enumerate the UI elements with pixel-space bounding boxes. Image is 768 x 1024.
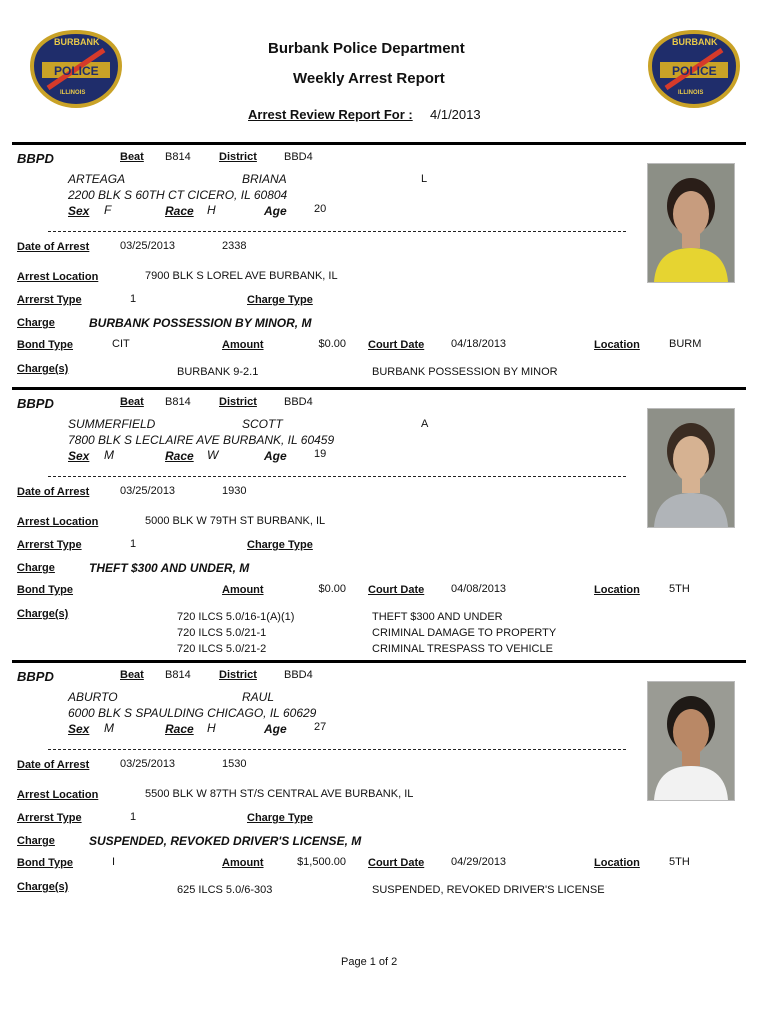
record-divider xyxy=(12,142,746,145)
badge-right-text-mid: POLICE xyxy=(672,64,717,78)
race-value: H xyxy=(207,203,216,217)
sex-value: M xyxy=(104,721,114,735)
date-of-arrest-label: Date of Arrest xyxy=(17,241,90,253)
arrest-location-label: Arrest Location xyxy=(17,789,99,801)
date-of-arrest-label: Date of Arrest xyxy=(17,486,90,498)
charge-description: BURBANK POSSESSION BY MINOR xyxy=(372,366,558,378)
arrest-location-label: Arrest Location xyxy=(17,516,99,528)
arrest-type: 1 xyxy=(130,538,137,550)
beat-label: Beat xyxy=(120,396,144,408)
address: 6000 BLK S SPAULDING CHICAGO, IL 60629 xyxy=(68,706,317,720)
date-of-arrest-label: Date of Arrest xyxy=(17,759,90,771)
first-name: RAUL xyxy=(242,690,275,704)
charge-description: SUSPENDED, REVOKED DRIVER'S LICENSE xyxy=(372,884,605,896)
page-number: Page 1 of 2 xyxy=(341,956,398,968)
bond-amount: $0.00 xyxy=(318,583,346,595)
court-date-label: Court Date xyxy=(368,857,425,869)
charge-title: SUSPENDED, REVOKED DRIVER'S LICENSE, M xyxy=(89,834,362,848)
arrest-type: 1 xyxy=(130,293,137,305)
arrest-date: 03/25/2013 xyxy=(120,240,176,252)
badge-left-text-mid: POLICE xyxy=(54,64,99,78)
age-label: Age xyxy=(264,204,287,218)
charge-type-label: Charge Type xyxy=(247,294,313,306)
court-date: 04/29/2013 xyxy=(451,856,507,868)
charge-label: Charge xyxy=(17,562,55,574)
record-divider xyxy=(12,660,746,663)
sex-label: Sex xyxy=(68,204,90,218)
last-name: ARTEAGA xyxy=(68,172,126,186)
last-name: ABURTO xyxy=(68,690,118,704)
badge-left-logo xyxy=(30,30,122,108)
charge-label: Charge xyxy=(17,835,55,847)
badge-right-logo xyxy=(648,30,740,108)
district-label: District xyxy=(219,151,257,163)
badge-left-text-bot: ILLINOIS xyxy=(60,90,86,96)
badge-left-text-top: BURBANK xyxy=(54,37,100,47)
arrest-time: 1530 xyxy=(222,758,247,770)
location-label: Location xyxy=(594,339,640,351)
beat-label: Beat xyxy=(120,669,144,681)
sex-label: Sex xyxy=(68,449,90,463)
arrest-location: 5000 BLK W 79TH ST BURBANK, IL xyxy=(145,515,326,527)
review-date: 4/1/2013 xyxy=(430,107,481,122)
charge-title: THEFT $300 AND UNDER, M xyxy=(89,561,250,575)
report-subtitle: Weekly Arrest Report xyxy=(293,70,445,87)
bond-type: I xyxy=(112,856,116,868)
age-label: Age xyxy=(264,722,287,736)
arrest-location: 7900 BLK S LOREL AVE BURBANK, IL xyxy=(145,270,338,282)
record-divider xyxy=(12,387,746,390)
sex-value: F xyxy=(104,203,112,217)
court-date: 04/08/2013 xyxy=(451,583,507,595)
bond-type-label: Bond Type xyxy=(17,584,74,596)
middle-initial: A xyxy=(421,418,429,430)
arrest-type-label: Arrerst Type xyxy=(17,539,82,551)
sex-label: Sex xyxy=(68,722,90,736)
agency-label: BBPD xyxy=(17,396,54,411)
charge-description: THEFT $300 AND UNDER xyxy=(372,611,503,623)
beat-value: B814 xyxy=(165,669,191,681)
court-date: 04/18/2013 xyxy=(451,338,507,350)
report-title: Burbank Police Department xyxy=(268,40,465,57)
court-location: 5TH xyxy=(669,856,690,868)
agency-label: BBPD xyxy=(17,669,54,684)
badge-right-text-top: BURBANK xyxy=(672,37,718,47)
bond-type-label: Bond Type xyxy=(17,339,74,351)
arrest-date: 03/25/2013 xyxy=(120,485,176,497)
middle-initial: L xyxy=(421,173,428,185)
amount-label: Amount xyxy=(222,857,264,869)
address: 2200 BLK S 60TH CT CICERO, IL 60804 xyxy=(68,188,288,202)
amount-label: Amount xyxy=(222,584,264,596)
address: 7800 BLK S LECLAIRE AVE BURBANK, IL 60459 xyxy=(68,433,335,447)
race-value: W xyxy=(207,448,219,462)
age-label: Age xyxy=(264,449,287,463)
beat-value: B814 xyxy=(165,396,191,408)
last-name: SUMMERFIELD xyxy=(68,417,156,431)
court-location: BURM xyxy=(669,338,702,350)
charge-label: Charge xyxy=(17,317,55,329)
charge-code: 720 ILCS 5.0/16-1(A)(1) xyxy=(177,611,295,623)
charge-title: BURBANK POSSESSION BY MINOR, M xyxy=(89,316,312,330)
bond-type: CIT xyxy=(112,338,130,350)
charge-code: 625 ILCS 5.0/6-303 xyxy=(177,884,273,896)
agency-label: BBPD xyxy=(17,151,54,166)
location-label: Location xyxy=(594,584,640,596)
district-label: District xyxy=(219,669,257,681)
arrest-type: 1 xyxy=(130,811,137,823)
separator-dashed xyxy=(48,231,626,232)
first-name: BRIANA xyxy=(242,172,287,186)
charges-label: Charge(s) xyxy=(17,608,69,620)
beat-value: B814 xyxy=(165,151,191,163)
arrest-type-label: Arrerst Type xyxy=(17,812,82,824)
separator-dashed xyxy=(48,749,626,750)
beat-label: Beat xyxy=(120,151,144,163)
sex-value: M xyxy=(104,448,114,462)
court-date-label: Court Date xyxy=(368,339,425,351)
district-value: BBD4 xyxy=(284,151,313,163)
arrest-time: 2338 xyxy=(222,240,247,252)
charge-code: 720 ILCS 5.0/21-1 xyxy=(177,627,267,639)
badge-right-text-bot: ILLINOIS xyxy=(678,90,704,96)
charge-type-label: Charge Type xyxy=(247,539,313,551)
charge-code: 720 ILCS 5.0/21-2 xyxy=(177,643,267,655)
bond-type-label: Bond Type xyxy=(17,857,74,869)
charge-code: BURBANK 9-2.1 xyxy=(177,366,259,378)
bond-amount: $0.00 xyxy=(318,338,346,350)
district-value: BBD4 xyxy=(284,396,313,408)
mugshot-photo xyxy=(647,163,735,283)
race-label: Race xyxy=(165,722,194,736)
age-value: 19 xyxy=(314,448,327,460)
bond-amount: $1,500.00 xyxy=(297,856,346,868)
arrest-location-label: Arrest Location xyxy=(17,271,99,283)
amount-label: Amount xyxy=(222,339,264,351)
mugshot-photo xyxy=(647,681,735,801)
separator-dashed xyxy=(48,476,626,477)
charges-label: Charge(s) xyxy=(17,881,69,893)
arrest-type-label: Arrerst Type xyxy=(17,294,82,306)
charge-type-label: Charge Type xyxy=(247,812,313,824)
age-value: 20 xyxy=(314,203,327,215)
race-label: Race xyxy=(165,204,194,218)
arrest-date: 03/25/2013 xyxy=(120,758,176,770)
mugshot-photo xyxy=(647,408,735,528)
court-date-label: Court Date xyxy=(368,584,425,596)
court-location: 5TH xyxy=(669,583,690,595)
review-label: Arrest Review Report For : xyxy=(248,107,413,122)
location-label: Location xyxy=(594,857,640,869)
age-value: 27 xyxy=(314,721,327,733)
arrest-time: 1930 xyxy=(222,485,247,497)
charge-description: CRIMINAL DAMAGE TO PROPERTY xyxy=(372,627,557,639)
district-value: BBD4 xyxy=(284,669,313,681)
race-label: Race xyxy=(165,449,194,463)
charge-description: CRIMINAL TRESPASS TO VEHICLE xyxy=(372,643,553,655)
charges-label: Charge(s) xyxy=(17,363,69,375)
race-value: H xyxy=(207,721,216,735)
first-name: SCOTT xyxy=(242,417,283,431)
arrest-location: 5500 BLK W 87TH ST/S CENTRAL AVE BURBANK, IL xyxy=(145,788,414,800)
district-label: District xyxy=(219,396,257,408)
